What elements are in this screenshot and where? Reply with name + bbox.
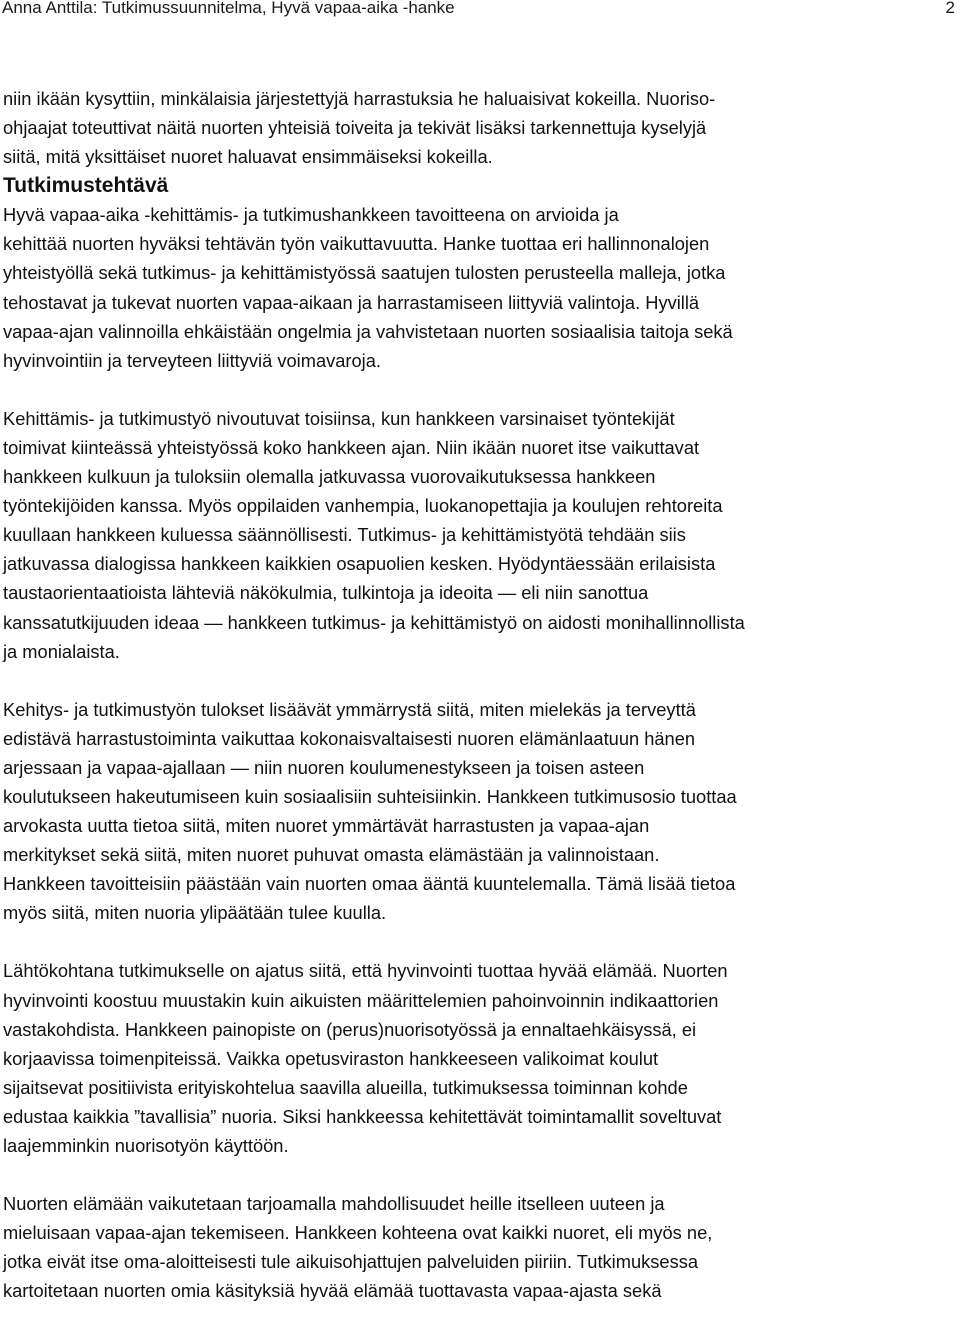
page-number: 2: [945, 0, 955, 17]
paragraph-results: [3, 695, 953, 928]
text-line: taustaorientaatioista lähteviä näkökulmia, tulkintoja ja ideoita — eli niin sanottua: [3, 582, 649, 604]
text-line: korjaavissa toimenpiteissä. Vaikka opetusviraston hankkeeseen valikoimat koulut: [3, 1047, 659, 1069]
text-line: Hankkeen tavoitteisiin päästään vain nuorten omaa ääntä kuuntelemalla. Tämä lisää tietoa: [3, 873, 736, 895]
text-line: Nuorten elämään vaikutetaan tarjoamalla mahdollisuudet heille itselleen uuteen ja: [3, 1193, 665, 1215]
text-line: laajemminkin nuorisotyön käyttöön.: [3, 1135, 289, 1156]
text-line: siitä, mitä yksittäiset nuoret haluavat ensimmäiseksi kokeilla.: [3, 146, 493, 168]
text-line: Hyvä vapaa-aika -kehittämis- ja tutkimushankkeen tavoitteena on arvioida ja: [3, 204, 619, 226]
paragraph-gap: [3, 375, 953, 404]
text-line: Kehittämis- ja tutkimustyö nivoutuvat toisiinsa, kun hankkeen varsinaiset työntekijät: [3, 407, 675, 429]
text-line: Kehitys- ja tutkimustyön tulokset lisäävät ymmärrystä siitä, miten mielekäs ja terveyttä: [3, 698, 696, 720]
paragraph-gap: [3, 666, 953, 695]
text-line: kanssatutkijuuden ideaa — hankkeen tutkimus- ja kehittämistyö on aidosti monihallinnollista: [3, 611, 745, 633]
section-heading: Tutkimustehtävä: [3, 174, 169, 198]
text-line: yhteistyöllä sekä tutkimus- ja kehittämistyössä saatujen tulosten perusteella malleja, jotka: [3, 262, 726, 284]
text-line: myös siitä, miten nuoria ylipäätään tulee kuulla.: [3, 902, 387, 924]
page-header: [0, 0, 960, 20]
text-line: kehittää nuorten hyväksi tehtävän työn vaikuttavuutta. Hanke tuottaa eri hallinnonalojen: [3, 233, 710, 255]
paragraph-collaboration: [3, 404, 953, 666]
text-line: mieluisaan vapaa-ajan tekemiseen. Hankkeen kohteena ovat kaikki nuoret, eli myös ne,: [3, 1222, 713, 1244]
text-line: merkitykset sekä siitä, miten nuoret puhuvat omasta elämästään ja valinnoistaan.: [3, 844, 660, 866]
text-line: toimivat kiinteässä yhteistyössä koko hankkeen ajan. Niin ikään nuoret itse vaikuttavat: [3, 436, 700, 458]
text-line: ohjaajat toteuttivat näitä nuorten yhteisiä toiveita ja tekivät lisäksi tarkennettuja kyselyjä: [3, 117, 707, 139]
text-line: sijaitsevat positiivista erityiskohtelua saavilla alueilla, tutkimuksessa toiminnan kohde: [3, 1076, 688, 1098]
running-header-title: Anna Anttila: Tutkimussuunnitelma, Hyvä vapaa-aika -hanke: [2, 0, 455, 17]
text-line: tehostavat ja tukevat nuorten vapaa-aikaan ja harrastamiseen liittyviä valintoja. Hyvillä: [3, 291, 700, 313]
paragraph-target-group: [3, 1189, 953, 1305]
intro-paragraph: [3, 84, 953, 171]
paragraph-starting-point: [3, 956, 953, 1160]
text-line: Lähtökohtana tutkimukselle on ajatus siitä, että hyvinvointi tuottaa hyvää elämää. Nuorten: [3, 960, 728, 982]
text-line: edustaa kaikkia ”tavallisia” nuoria. Siksi hankkeessa kehitettävät toimintamallit soveltuvat: [3, 1105, 722, 1127]
text-line: hyvinvointiin ja terveyteen liittyviä voimavaroja.: [3, 349, 381, 371]
document-body: [3, 84, 953, 1305]
paragraph-objective: [3, 200, 953, 375]
text-line: arvokasta uutta tietoa siitä, miten nuoret ymmärtävät harrastusten ja vapaa-ajan: [3, 815, 650, 837]
text-line: kartoitetaan nuorten omia käsityksiä hyvää elämää tuottavasta vapaa-ajasta sekä: [3, 1280, 662, 1302]
text-line: edistävä harrastustoiminta vaikuttaa kokonaisvaltaisesti nuoren elämänlaatuun hänen: [3, 727, 696, 749]
text-line: vapaa-ajan valinnoilla ehkäistään ongelmia ja vahvistetaan nuorten sosiaalisia taitoja sekä: [3, 320, 733, 342]
text-line: työntekijöiden kanssa. Myös oppilaiden vanhempia, luokanopettajia ja koulujen rehtoreita: [3, 495, 723, 517]
text-line: kuullaan hankkeen kuluessa säännöllisesti. Tutkimus- ja kehittämistyötä tehdään siis: [3, 524, 686, 546]
text-line: niin ikään kysyttiin, minkälaisia järjestettyjä harrastuksia he haluaisivat kokeilla. Nuoriso-: [3, 88, 716, 109]
text-line: hankkeen kulkuun ja tuloksiin olemalla jatkuvassa vuorovaikutuksessa hankkeen: [3, 466, 656, 488]
paragraph-gap: [3, 1160, 953, 1189]
text-line: jotka eivät itse oma-aloitteisesti tule aikuisohjattujen palveluiden piiriin. Tutkimuksessa: [3, 1251, 699, 1273]
text-line: hyvinvointi koostuu muustakin kuin aikuisten määrittelemien pahoinvoinnin indikaattorien: [3, 989, 719, 1011]
text-line: vastakohdista. Hankkeen painopiste on (perus)nuorisotyössä ja ennaltaehkäisyssä, ei: [3, 1018, 697, 1040]
paragraph-gap: [3, 927, 953, 956]
text-line: koulutukseen hakeutumiseen kuin sosiaalisiin suhteisiinkin. Hankkeen tutkimusosio tuottaa: [3, 785, 737, 807]
text-line: jatkuvassa dialogissa hankkeen kaikkien osapuolien kesken. Hyödyntäessään erilaisista: [3, 553, 716, 575]
text-line: arjessaan ja vapaa-ajallaan — niin nuoren koulumenestykseen ja toisen asteen: [3, 756, 645, 778]
text-line: ja monialaista.: [3, 640, 120, 662]
